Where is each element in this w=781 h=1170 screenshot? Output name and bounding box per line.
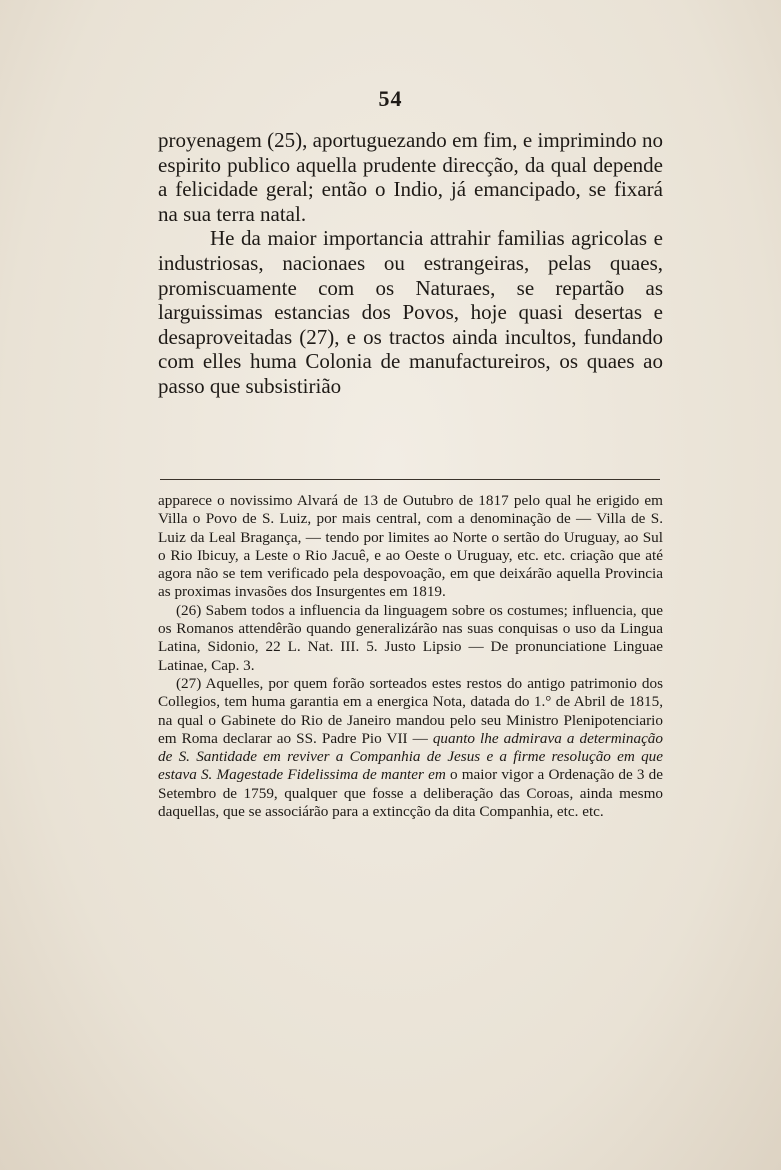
footnotes	[158, 492, 663, 821]
footnote-27-italic: quanto lhe admirava a determinação de S. Santidade em reviver a Companhia de Jesus e a firme resolução em que estava S. Magestade Fidelissima de manter em	[158, 729, 663, 784]
footnote-27	[158, 675, 663, 821]
main-paragraph-1: proyenagem (25), aportuguezando em fim, e imprimindo no espirito publico aquella prudente direcção, da qual depende a felicidade geral; então o Indio, já emancipado, se fixará na sua terra natal.	[158, 128, 663, 226]
footnote-divider	[160, 479, 660, 480]
footnote-27-text-end: o maior vigor a Ordenação de 3 de Setembro de 1759, qualquer que fosse a deliberação das Coroas, ainda mesmo daquellas, que se associárão para a extincção da dita Companhia, etc. etc.	[158, 766, 664, 821]
footnote-continuation: apparece o novissimo Alvará de 13 de Outubro de 1817 pelo qual he erigido em Villa o Povo de S. Luiz, por mais central, com a denominação de — Villa de S. Luiz da Leal Bragança, — tendo por limites ao Norte o sertão do Uruguay, ao Sul o Rio Ibicuy, a Leste o Rio Jacuê, e ao Oeste o Uruguay, etc. etc. criação que até agora não se tem verificado pela despovoação, em que deixárão aquella Provincia as proximas invasões dos Insurgentes em 1819.	[158, 492, 663, 601]
page-number: 54	[378, 86, 403, 111]
main-text	[158, 128, 663, 399]
footnote-26: (26) Sabem todos a influencia da linguagem sobre os costumes; influencia, que os Romanos attendêrão quando generalizárão nas suas conquisas o uso da Lingua Latina, Sidonio, 22 L. Nat. III. 5. Justo Lipsio — De pronunciatione Linguae Latinae, Cap. 3.	[158, 601, 663, 674]
main-paragraph-2: He da maior importancia attrahir familias agricolas e industriosas, nacionaes ou estrangeiras, pelas quaes, promiscuamente com os Naturaes, se repartão as larguissimas estancias dos Povos, hoje quasi desertas e desaproveitadas (27), e os tractos ainda incultos, fundando com elles huma Colonia de manufactureiros, os quaes ao passo que subsistirião	[158, 226, 663, 398]
footnote-27-text: (27) Aquelles, por quem forão sorteados estes restos do antigo patrimonio dos Collegios, tem huma garantia em a energica Nota, datada do 1.° de Abril de 1815, na qual o Gabinete do Rio de Janeiro mandou pelo seu Ministro Plenipotenciario em Roma declarar ao SS. Padre Pio VII —	[158, 674, 663, 747]
